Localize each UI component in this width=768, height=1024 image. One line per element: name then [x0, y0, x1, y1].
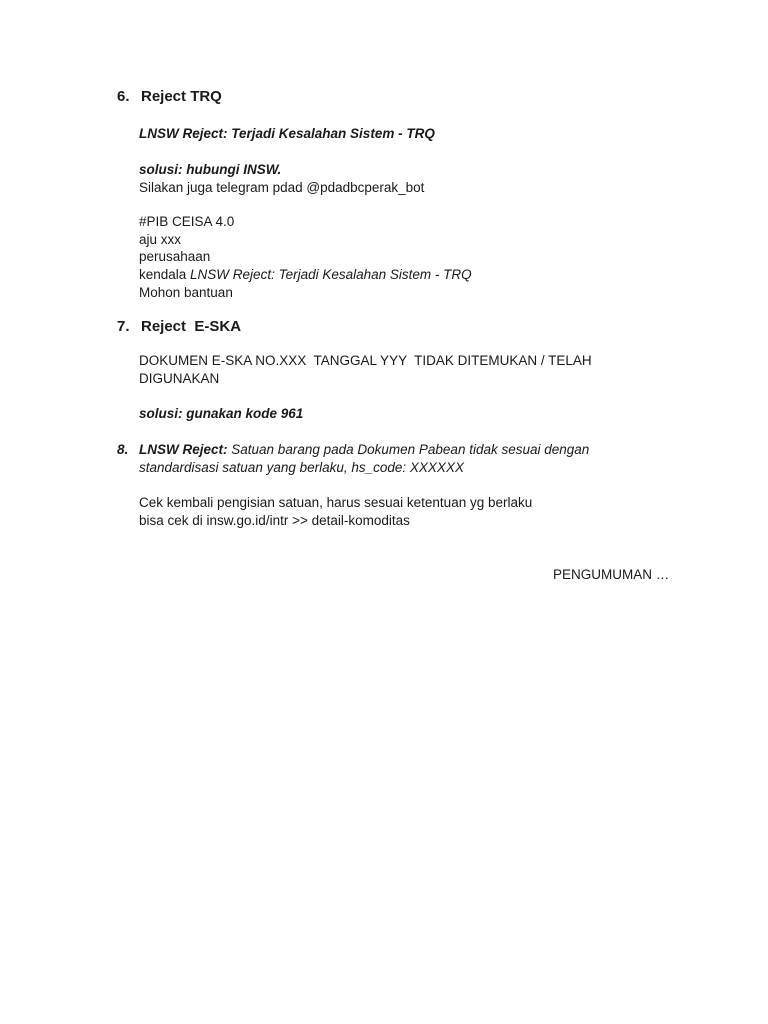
section-6-kendala-line: [139, 266, 472, 284]
section-7-error-line-2: DIGUNAKAN: [139, 371, 220, 386]
section-6-solution: solusi: hubungi INSW.: [139, 162, 282, 177]
section-7-title: Reject E-SKA: [141, 318, 242, 335]
section-8-error-text-1: Satuan barang pada Dokumen Pabean tidak sesuai dengan: [227, 442, 590, 457]
section-8-error-line-1: [139, 441, 589, 459]
section-7-solution: solusi: gunakan kode 961: [139, 406, 304, 421]
section-6-kendala-error: LNSW Reject: Terjadi Kesalahan Sistem - TRQ: [190, 267, 472, 282]
section-7-number: 7.: [117, 318, 130, 335]
section-8-note-2: bisa cek di insw.go.id/intr >> detail-komoditas: [139, 513, 410, 528]
section-6-number: 6.: [117, 88, 130, 105]
section-6-kendala-prefix: kendala: [139, 267, 191, 282]
section-6-telegram-line: Silakan juga telegram pdad @pdadbcperak_bot: [139, 180, 425, 195]
section-8-error-line-2: standardisasi satuan yang berlaku, hs_code: XXXXXX: [139, 460, 464, 475]
section-6-template-line-2: aju xxx: [139, 232, 182, 247]
section-8-number: 8.: [117, 442, 129, 457]
footer-announcement: PENGUMUMAN …: [553, 567, 670, 582]
section-8-note-1: Cek kembali pengisian satuan, harus sesuai ketentuan yg berlaku: [139, 495, 533, 510]
section-6-closing: Mohon bantuan: [139, 285, 233, 300]
section-6-error: LNSW Reject: Terjadi Kesalahan Sistem - TRQ: [139, 126, 435, 141]
section-7-heading: [117, 318, 241, 336]
section-7-error-line-1: DOKUMEN E-SKA NO.XXX TANGGAL YYY TIDAK DITEMUKAN / TELAH: [139, 353, 592, 368]
section-6-title: Reject TRQ: [141, 88, 222, 105]
section-6-heading: [117, 88, 222, 106]
section-6-template-line-3: perusahaan: [139, 249, 211, 264]
section-6-template-line-1: #PIB CEISA 4.0: [139, 214, 235, 229]
section-8-error-label: LNSW Reject:: [139, 442, 228, 457]
